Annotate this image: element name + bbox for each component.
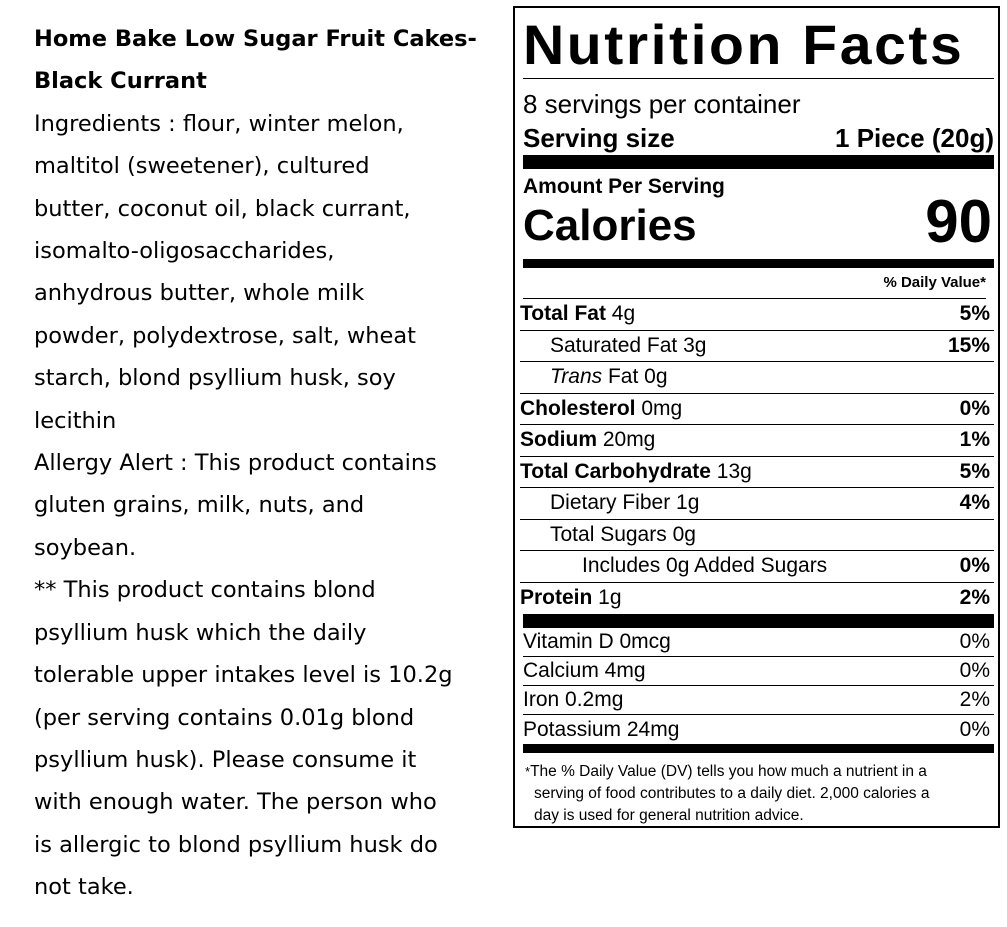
vitamin-name: Iron 0.2mg [523, 688, 624, 711]
ingredients-line: maltitol (sweetener), cultured [34, 153, 370, 180]
daily-value-header: % Daily Value* [523, 268, 986, 299]
nutrient-name: Total Sugars 0g [550, 522, 696, 546]
nutrient-name: Saturated Fat 3g [550, 333, 707, 357]
nutrient-percent: 4% [959, 491, 990, 515]
nutrient-row [520, 425, 994, 457]
serving-size-label: Serving size [523, 123, 675, 153]
ingredients-line: starch, blond psyllium husk, soy [34, 365, 396, 392]
vitamin-percent: 2% [959, 688, 990, 711]
daily-value-footnote [523, 761, 994, 827]
nutrient-row [520, 520, 994, 552]
ingredients-line: powder, polydextrose, salt, wheat [34, 322, 417, 349]
nutrient-row [520, 488, 994, 520]
product-title-line-2: Black Currant [34, 68, 207, 95]
nutrition-facts-label [513, 6, 1000, 828]
nutrient-percent: 5% [959, 302, 990, 326]
ingredients-line: Ingredients : flour, winter melon, [34, 110, 404, 137]
product-title-line-1: Home Bake Low Sugar Fruit Cakes- [34, 26, 477, 52]
nutrient-name: Total Fat [520, 302, 606, 326]
nutrient-amount: 4g [605, 302, 636, 326]
nutrient-amount: 20mg [597, 428, 656, 452]
divider-thick [523, 155, 994, 169]
ingredients-line: butter, coconut oil, black currant, [34, 195, 411, 222]
product-description [34, 18, 494, 909]
vitamin-percent: 0% [959, 717, 990, 741]
divider-thick [523, 614, 994, 628]
vitamin-percent: 0% [959, 630, 990, 653]
vitamin-row [523, 715, 994, 744]
nutrient-percent: 15% [947, 333, 990, 357]
nutrient-name: Includes 0g Added Sugars [582, 554, 828, 578]
note-line: psyllium husk which the daily [34, 619, 367, 646]
nutrient-row [520, 331, 994, 363]
nutrient-percent: 5% [959, 459, 990, 483]
serving-size-value: 1 Piece (20g) [835, 123, 994, 153]
note-line: (per serving contains 0.01g blond [34, 704, 415, 731]
divider-medium [523, 744, 994, 753]
nutrient-row [520, 583, 994, 615]
nutrient-percent: 0% [959, 554, 990, 578]
nutrient-name: Protein [520, 586, 593, 610]
vitamin-row [523, 657, 994, 686]
footnote-star: * [525, 764, 531, 779]
nutrient-name: Trans [550, 365, 603, 389]
vitamin-percent: 0% [959, 659, 990, 682]
nutrient-name: Total Carbohydrate [520, 459, 711, 483]
footnote-line: The % Daily Value (DV) tells you how much a nutrient in a [530, 763, 927, 780]
note-line: with enough water. The person who [34, 789, 437, 816]
nutrient-list [520, 299, 994, 614]
footnote-line: serving of food contributes to a daily diet. 2,000 calories a [534, 785, 930, 802]
nutrient-percent: 1% [959, 428, 990, 452]
ingredients-line: anhydrous butter, whole milk [34, 280, 365, 307]
footnote-line: day is used for general nutrition advice. [534, 807, 804, 824]
divider [523, 78, 994, 79]
nutrient-percent: 2% [959, 586, 990, 610]
vitamin-list [523, 628, 994, 744]
servings-per-container: 8 servings per container [523, 89, 801, 119]
calories-value: 90 [925, 188, 992, 255]
nutrient-amount: 0mg [635, 396, 683, 420]
nutrient-percent: 0% [959, 396, 990, 420]
nutrient-row [520, 299, 994, 331]
nutrient-row [520, 551, 994, 583]
nutrient-amount: 13g [710, 459, 752, 483]
allergy-line: soybean. [34, 534, 137, 561]
calories-row [523, 188, 994, 255]
nutrient-row [520, 362, 994, 394]
divider-medium [523, 259, 994, 268]
vitamin-name: Vitamin D 0mcg [523, 630, 671, 653]
nutrient-name: Sodium [520, 428, 597, 452]
vitamin-row [523, 628, 994, 657]
note-line: ** This product contains blond [34, 577, 376, 604]
nutrient-row [520, 457, 994, 489]
ingredients-line: isomalto-oligosaccharides, [34, 238, 335, 265]
note-line: psyllium husk). Please consume it [34, 746, 417, 773]
note-line: is allergic to blond psyllium husk do [34, 831, 438, 858]
vitamin-row [523, 686, 994, 715]
allergy-line: gluten grains, milk, nuts, and [34, 492, 365, 519]
nutrient-amount: Fat 0g [602, 365, 668, 389]
calories-label: Calories [523, 201, 697, 250]
vitamin-name: Potassium 24mg [523, 717, 680, 741]
nutrient-amount: 1g [592, 586, 622, 610]
vitamin-name: Calcium 4mg [523, 659, 646, 682]
nutrient-row [520, 394, 994, 426]
note-line: tolerable upper intakes level is 10.2g [34, 662, 453, 689]
note-line: not take. [34, 874, 134, 901]
serving-size-row [523, 121, 994, 155]
allergy-line: Allergy Alert : This product contains [34, 450, 437, 477]
ingredients-line: lecithin [34, 407, 117, 434]
nutrition-facts-title: Nutrition Facts [523, 13, 965, 76]
amount-per-serving: Amount Per Serving [523, 175, 725, 198]
nutrient-name: Cholesterol [520, 396, 636, 420]
nutrient-name: Dietary Fiber 1g [550, 491, 700, 515]
